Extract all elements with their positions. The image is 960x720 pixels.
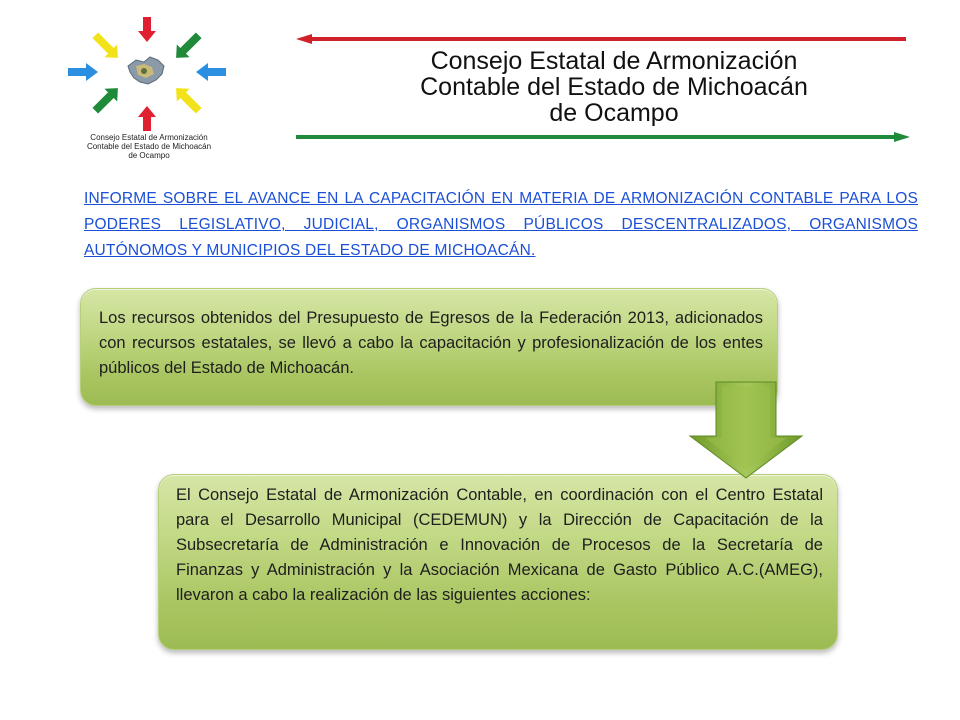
logo-caption-line: de Ocampo [128, 151, 170, 160]
logo-caption-line: Consejo Estatal de Armonización [90, 133, 208, 142]
header-title-line: Consejo Estatal de Armonización [430, 47, 798, 75]
down-arrow-icon [688, 380, 804, 480]
logo-caption-line: Contable del Estado de Michoacán [86, 142, 212, 151]
header-title-line: Contable del Estado de Michoacán [420, 73, 808, 101]
compass-arrows-emblem-icon [58, 14, 248, 134]
red-arrow-line [296, 32, 906, 46]
logo [58, 14, 248, 164]
header-title [340, 48, 888, 126]
logo-caption [58, 133, 240, 160]
info-box-coordination: El Consejo Estatal de Armonización Contable, en coordinación con el Centro Estatal para el Desarrollo Municipal (CEDEMUN) y la Dirección de Capacitación de la Subsecretaría de Administración e Innovación de Procesos de la Secretaría de Finanzas y Administración y la Asociación Mexicana de Gasto Público A.C.(AMEG), llevaron a cabo la realización de las siguientes acciones: [158, 474, 838, 650]
info-box-resources: Los recursos obtenidos del Presupuesto de Egresos de la Federación 2013, adicionados con recursos estatales, se llevó a cabo la capacitación y profesionalización de los entes públicos del Estado de Michoacán. [80, 288, 778, 406]
report-title-link[interactable]: INFORME SOBRE EL AVANCE EN LA CAPACITACIÓN EN MATERIA DE ARMONIZACIÓN CONTABLE PARA LOS PODERES LEGISLATIVO, JUDICIAL, ORGANISMOS PÚBLICOS DESCENTRALIZADOS, ORGANISMOS AUTÓNOMOS Y MUNICIPIOS DEL ESTADO DE MICHOACÁN. [84, 190, 918, 259]
green-arrow-line [296, 130, 910, 144]
header-title-line: de Ocampo [549, 99, 679, 127]
